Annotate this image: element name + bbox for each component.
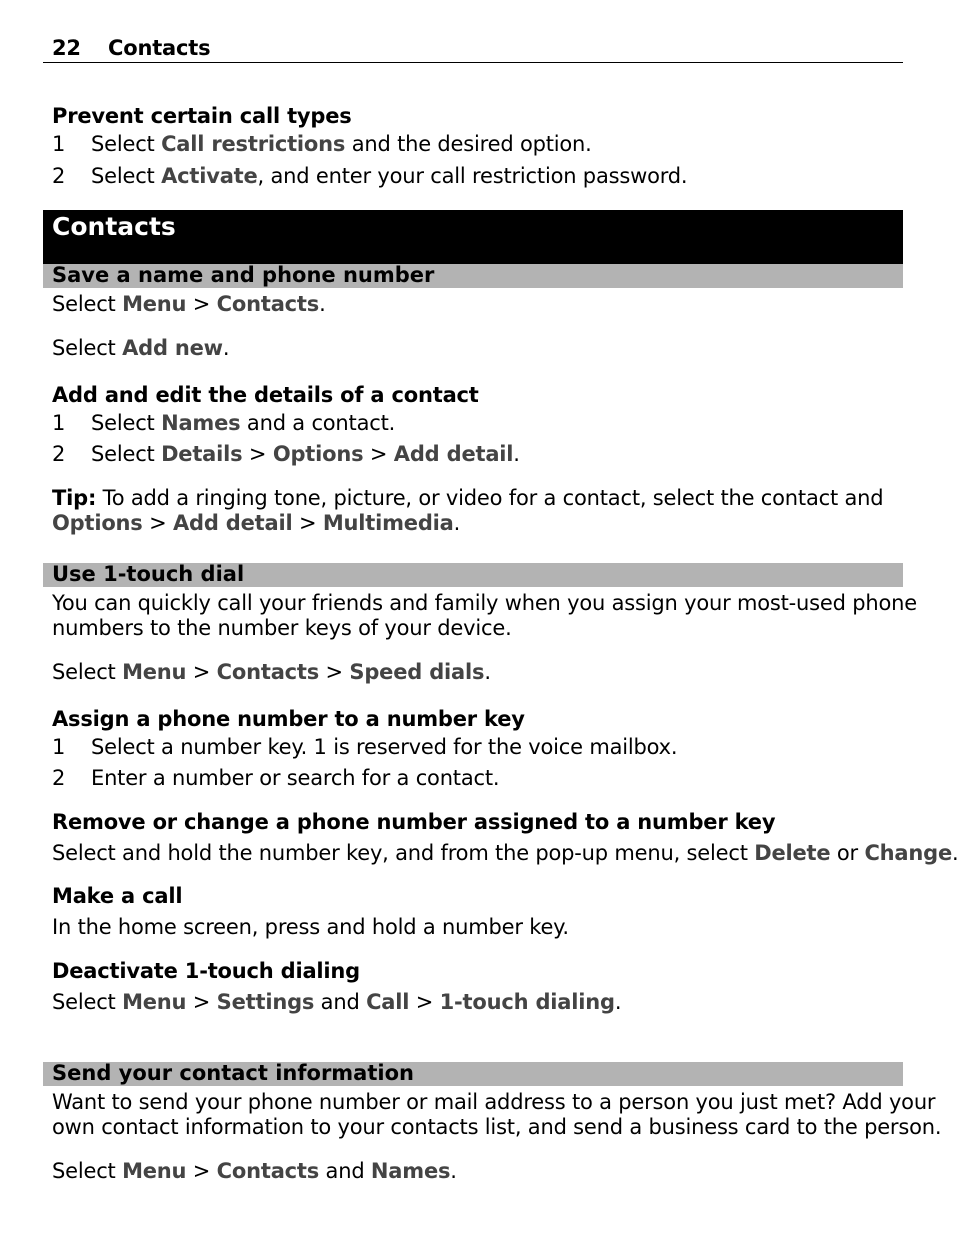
save-subtitle-bar: [43, 264, 903, 288]
remove-text: Select and hold the number key, and from the pop-up menu, select Delete or Change.: [52, 841, 959, 865]
assign-step-2: 2 Enter a number or search for a contact.: [52, 766, 500, 790]
activate-option: Activate: [161, 164, 258, 188]
section-title-bar: [43, 210, 903, 264]
send-subtitle-bar: [43, 1062, 903, 1086]
makecall-text: In the home screen, press and hold a number key.: [52, 915, 569, 939]
edit-step-2: 2 Select Details > Options > Add detail.: [52, 442, 520, 466]
assign-heading: Assign a phone number to a number key: [52, 707, 525, 731]
save-line-1: Select Menu > Contacts.: [52, 292, 326, 316]
onetouch-subtitle: Use 1-touch dial: [52, 562, 245, 586]
edit-heading: Add and edit the details of a contact: [52, 383, 479, 407]
prevent-heading: Prevent certain call types: [52, 104, 352, 128]
edit-step-1: 1 Select Names and a contact.: [52, 411, 396, 435]
makecall-heading: Make a call: [52, 884, 183, 908]
save-subtitle: Save a name and phone number: [52, 263, 435, 287]
tip-label: Tip:: [52, 486, 97, 510]
assign-step-1: 1 Select a number key. 1 is reserved for the voice mailbox.: [52, 735, 678, 759]
send-select: Select Menu > Contacts and Names.: [52, 1159, 457, 1183]
header-rule: [43, 62, 903, 63]
prevent-step-2: 2 Select Activate, and enter your call restriction password.: [52, 164, 688, 188]
deactivate-text: Select Menu > Settings and Call > 1-touch dialing.: [52, 990, 622, 1014]
section-title: Contacts: [52, 212, 176, 241]
tip-line-2: Options > Add detail > Multimedia.: [52, 511, 461, 535]
send-text-1: Want to send your phone number or mail address to a person you just met? Add your: [52, 1090, 936, 1114]
page-number: 22: [52, 36, 81, 60]
send-subtitle: Send your contact information: [52, 1061, 414, 1085]
running-title: Contacts: [108, 36, 211, 60]
prevent-step-1: 1 Select Call restrictions and the desired option.: [52, 132, 592, 156]
deactivate-heading: Deactivate 1-touch dialing: [52, 959, 361, 983]
remove-heading: Remove or change a phone number assigned to a number key: [52, 810, 776, 834]
onetouch-intro-1: You can quickly call your friends and family when you assign your most-used phone: [52, 591, 917, 615]
page-header: [52, 36, 210, 61]
onetouch-intro-2: numbers to the number keys of your device.: [52, 616, 512, 640]
tip-line-1: Tip: To add a ringing tone, picture, or video for a contact, select the contact and: [52, 486, 884, 510]
onetouch-subtitle-bar: [43, 563, 903, 587]
onetouch-select: Select Menu > Contacts > Speed dials.: [52, 660, 491, 684]
save-line-2: Select Add new.: [52, 336, 230, 360]
call-restrictions-option: Call restrictions: [161, 132, 346, 156]
send-text-2: own contact information to your contacts list, and send a business card to the person.: [52, 1115, 942, 1139]
